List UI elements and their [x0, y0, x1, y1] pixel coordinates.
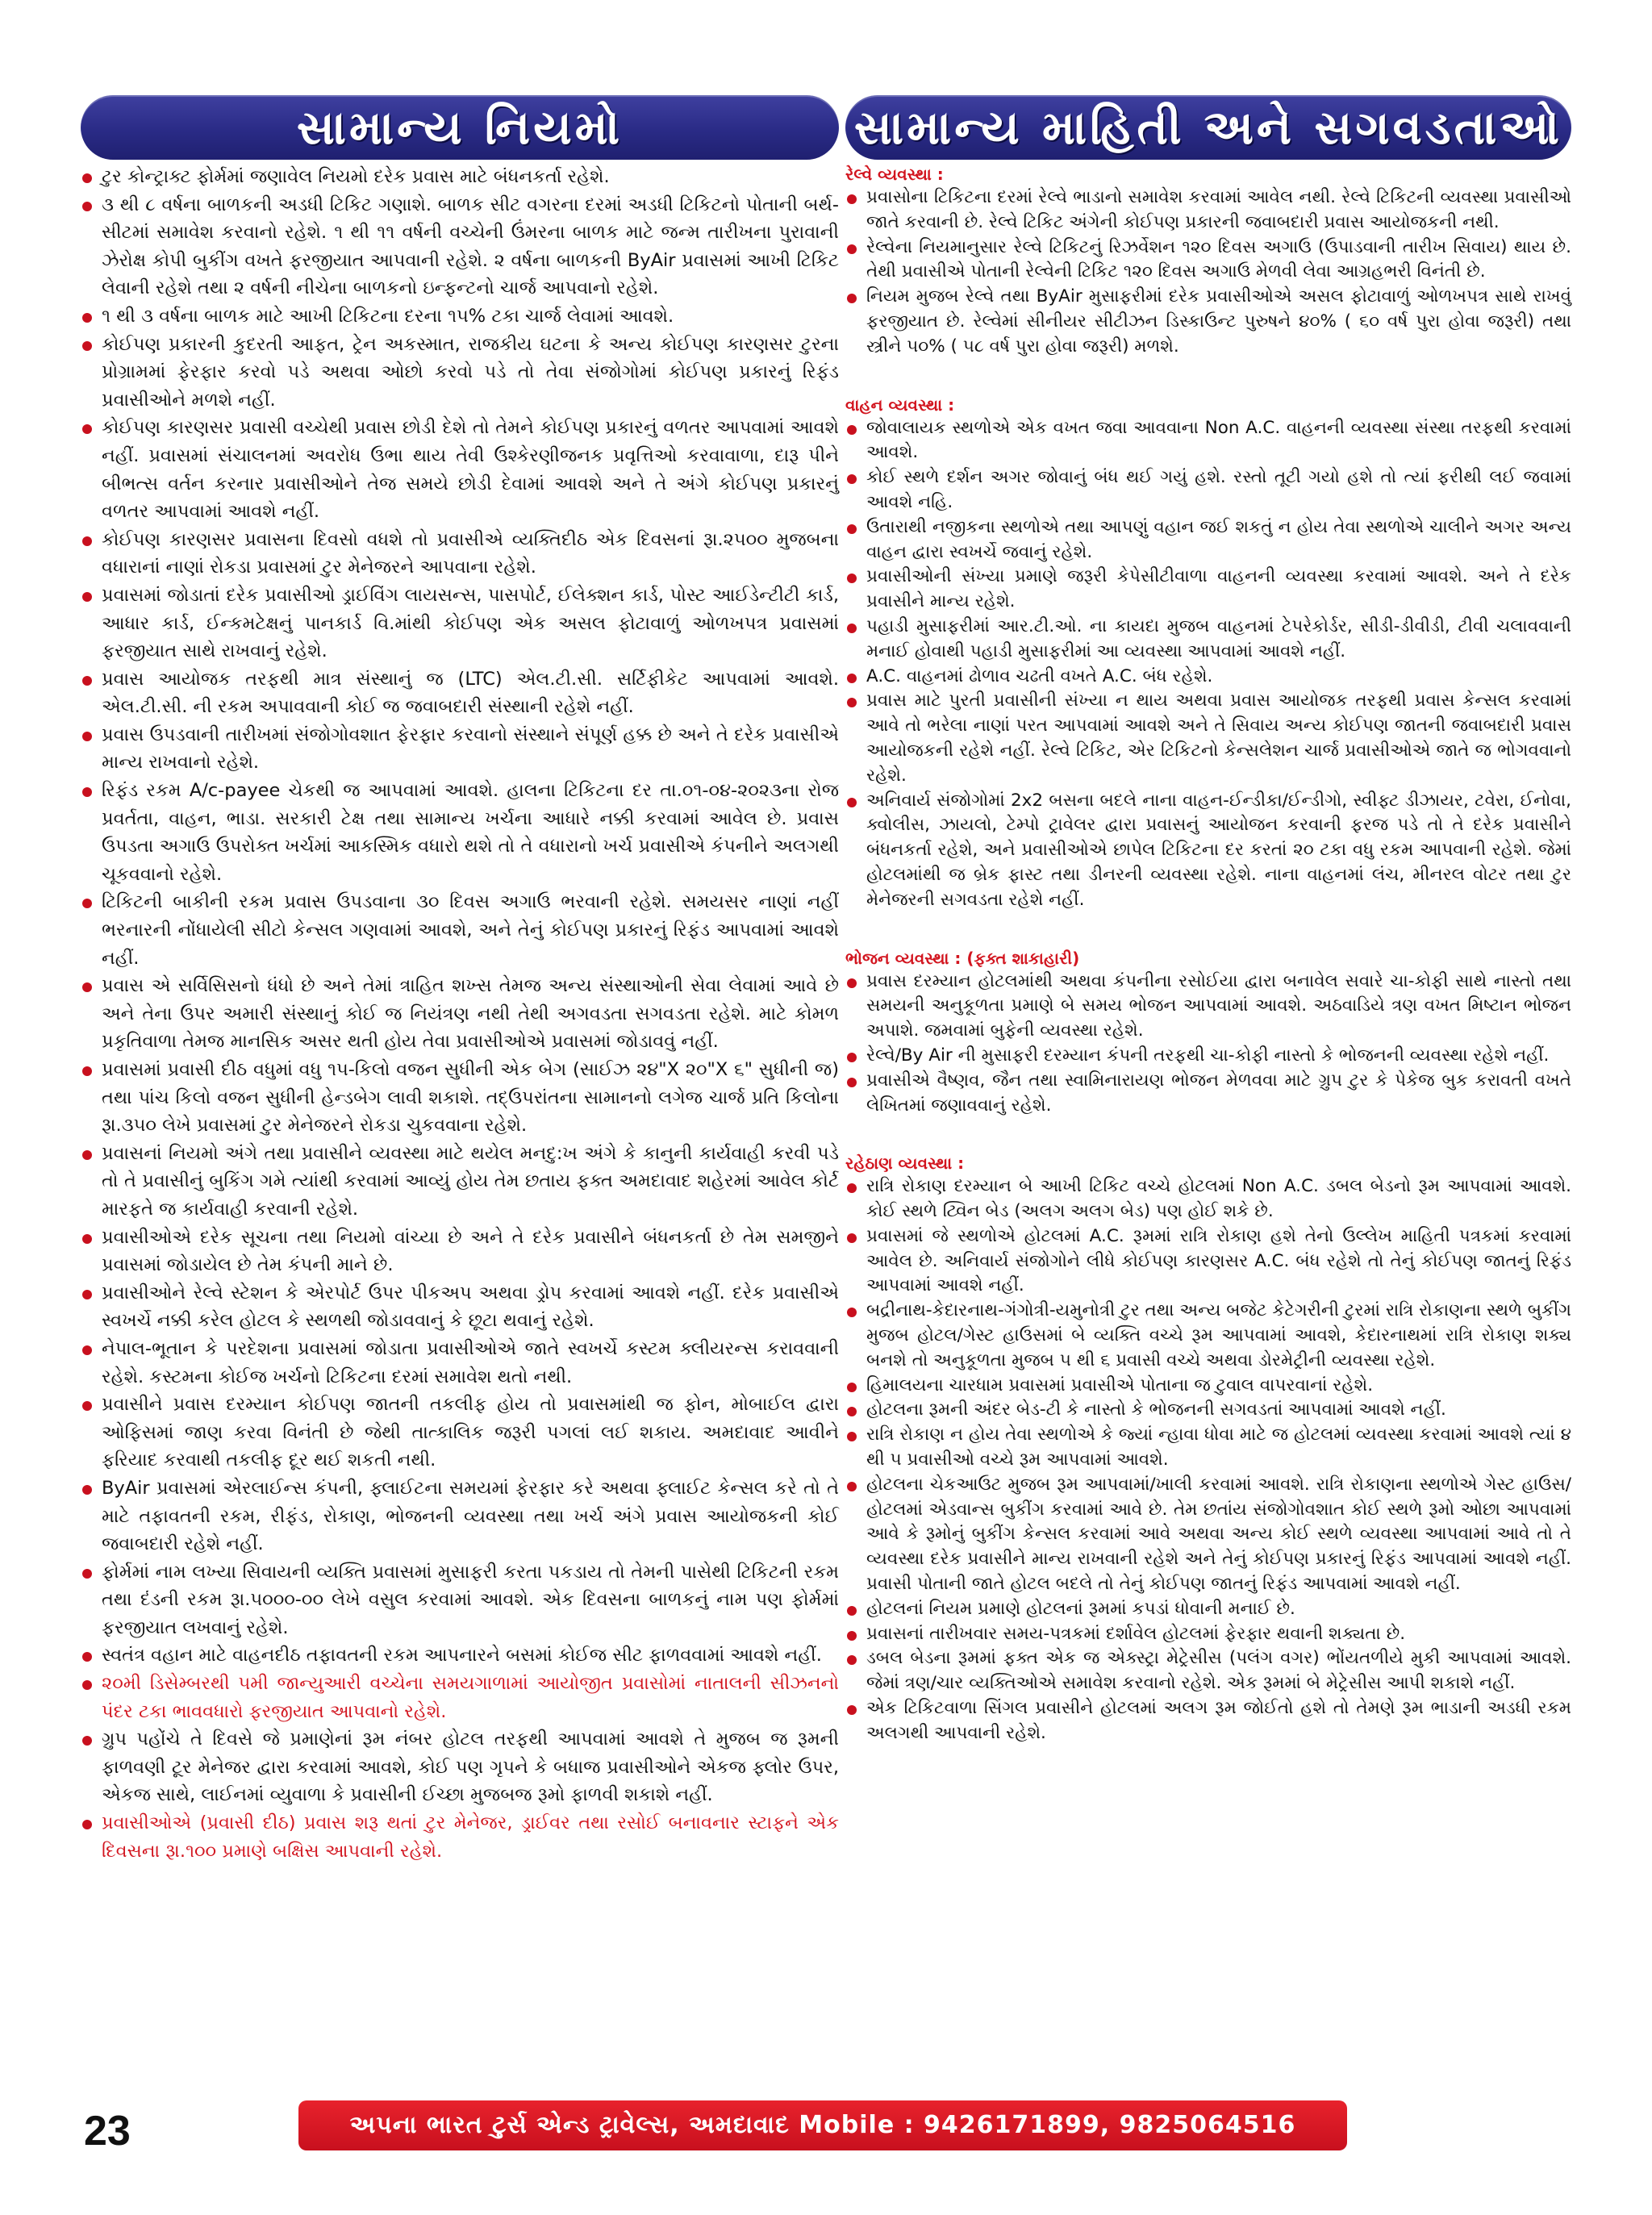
info-item: પ્રવાસમાં જે સ્થળોએ હોટલમાં A.C. રૂમમાં રાત્રિ રોકાણ હશે તેનો ઉલ્લેખ માહિતી પત્રકમાં કરવામાં આવેલ છે. અનિવાર્ય સંજોગોને લીધે કોઈપણ કારણસર A.C. બંધ રહેશે તો તેનું કોઈપણ જાતનું રિફંડ આપવામાં આવશે નહીં. [845, 1224, 1571, 1299]
section-list [845, 186, 1571, 360]
info-item: પ્રવાસીઓની સંખ્યા પ્રમાણે જરૂરી કેપેસીટીવાળા વાહનની વ્યવસ્થા કરવામાં આવશે. અને તે દરેક પ્રવાસીને માન્ય રહેશે. [845, 565, 1571, 615]
info-item: હોટલનાં નિયમ પ્રમાણે હોટલનાં રૂમમાં કપડાં ધોવાની મનાઈ છે. [845, 1597, 1571, 1622]
info-item: હોટલના ચેકઆઉટ મુજબ રૂમ આપવામાં/ખાલી કરવામાં આવશે. રાત્રિ રોકાણના સ્થળોએ ગેસ્ટ હાઉસ/હોટલમાં એડવાન્સ બુકીંગ કરવામાં આવે છે. તેમ છતાંય સંજોગોવશાત કોઈ સ્થળે રૂમો ઓછા આપવામાં આવે કે રૂમોનું બુકીંગ કેન્સલ કરવામાં આવે અથવા અન્ય કોઈ સ્થળે વ્યવસ્થા આપવામાં આવે તો તે વ્યવસ્થા દરેક પ્રવાસીને માન્ય રાખવાની રહેશે અને તેનું કોઈપણ પ્રકારનું રિફંડ આપવામાં આવશે નહીં. પ્રવાસી પોતાની જાતે હોટલ બદલે તો તેનું કોઈપણ જાતનું રિફંડ આપવામાં આવશે નહીં. [845, 1473, 1571, 1597]
section-gap [845, 360, 1571, 394]
info-item: પ્રવાસનાં તારીખવાર સમય-પત્રકમાં દર્શાવેલ હોટલમાં ફેરફાર થવાની શક્યતા છે. [845, 1622, 1571, 1647]
footer-contact-bar: અપના ભારત ટુર્સ એન્ડ ટ્રાવેલ્સ, અમદાવાદ Mobile : 9426171899, 9825064516 [298, 2100, 1347, 2150]
section-list [845, 1174, 1571, 1746]
info-item: A.C. વાહનમાં ઢોળાવ ચઢતી વખતે A.C. બંધ રહેશે. [845, 665, 1571, 690]
rule-item: પ્રવાસીને પ્રવાસ દરમ્યાન કોઈપણ જાતની તકલીફ હોય તો પ્રવાસમાંથી જ ફોન, મોબાઈલ દ્વારા ઓફિસમાં જાણ કરવા વિનંતી છે જેથી તાત્કાલિક જરૂરી પગલાં લઈ શકાય. અમદાવાદ આવીને ફરિયાદ કરવાથી તકલીફ દૂર થઈ શકતી નથી. [81, 1391, 839, 1475]
info-item: એક ટિકિટવાળા સિંગલ પ્રવાસીને હોટલમાં અલગ રૂમ જોઈતો હશે તો તેમણે રૂમ ભાડાની અડધી રકમ અલગથી આપવાની રહેશે. [845, 1696, 1571, 1746]
rule-item: ૩ થી ૮ વર્ષના બાળકની અડધી ટિકિટ ગણાશે. બાળક સીટ વગરના દરમાં અડધી ટિકિટનો પોતાની બર્થ-સીટમાં સમાવેશ કરવાનો રહેશે. ૧ થી ૧૧ વર્ષની વચ્ચેની ઉંમરના બાળક માટે જન્મ તારીખના પુરાવાની ઝેરોક્ષ કોપી બુકીંગ વખતે ફરજીયાત આપવાની રહેશે. ૨ વર્ષના બાળકની ByAir પ્રવાસમાં આખી ટિકિટ લેવાની રહેશે તથા ૨ વર્ષની નીચેના બાળકનો ઇન્ફન્ટનો ચાર્જ આપવાનો રહેશે. [81, 191, 839, 302]
info-item: અનિવાર્ય સંજોગોમાં 2x2 બસના બદલે નાના વાહન-ઈન્ડીકા/ઈન્ડીગો, સ્વીફ્ટ ડીઝાયર, ટવેરા, ઈનોવા, ક્વોલીસ, ઝાયલો, ટેમ્પો ટ્રાવેલર દ્વારા પ્રવાસનું આયોજન કરવાની ફરજ પડે તો તે દરેક પ્રવાસીને બંધનકર્તા રહેશે, અને પ્રવાસીઓએ છાપેલ ટિકિટના દર કરતાં ૨૦ ટકા વધુ રકમ આપવાની રહેશે. જેમાં હોટલમાંથી જ બ્રેક ફાસ્ટ તથા ડીનરની વ્યવસ્થા રહેશે. નાના વાહનમાં લંચ, મીનરલ વોટર તથા ટુર મેનેજરની સગવડતા રહેશે નહીં. [845, 789, 1571, 913]
info-item: કોઈ સ્થળે દર્શન અગર જોવાનું બંધ થઈ ગયું હશે. રસ્તો તૂટી ગયો હશે તો ત્યાં ફરીથી લઈ જવામાં આવશે નહિ. [845, 465, 1571, 515]
section-heading: રહેઠાણ વ્યવસ્થા : [845, 1153, 965, 1174]
rule-item: પ્રવાસ એ સર્વિસિસનો ધંધો છે અને તેમાં ત્રાહિત શખ્સ તેમજ અન્ય સંસ્થાઓની સેવા લેવામાં આવે છે અને તેના ઉપર અમારી સંસ્થાનું કોઈ જ નિયંત્રણ નથી તેથી અગવડતા સગવડતા રહેશે. માટે કોમળ પ્રકૃતિવાળા તેમજ માનસિક અસર થતી હોય તેવા પ્રવાસીઓએ પ્રવાસમાં જોડાવવું નહીં. [81, 972, 839, 1056]
general-info-title: સામાન્ય માહિતી અને સગવડતાઓ [853, 100, 1563, 155]
general-info-banner [845, 95, 1571, 160]
rule-item: પ્રવાસીઓએ (પ્રવાસી દીઠ) પ્રવાસ શરૂ થતાં ટુર મેનેજર, ડ્રાઈવર તથા રસોઈ બનાવનાર સ્ટાફને એક દિવસના રૂા.૧૦૦ પ્રમાણે બક્ષિસ આપવાની રહેશે. [81, 1809, 839, 1865]
page-number: 23 [84, 2108, 131, 2155]
info-item: રેલ્વેના નિયમાનુસાર રેલ્વે ટિકિટનું રિઝર્વેશન ૧૨૦ દિવસ અગાઉ (ઉપાડવાની તારીખ સિવાય) થાય છે. તેથી પ્રવાસીએ પોતાની રેલ્વેની ટિકિટ ૧૨૦ દિવસ અગાઉ મેળવી લેવા આગ્રહભરી વિનંતી છે. [845, 236, 1571, 286]
info-item: રેલ્વે/By Air ની મુસાફરી દરમ્યાન કંપની તરફથી ચા-કોફી નાસ્તો કે ભોજનની વ્યવસ્થા રહેશે નહીં. [845, 1044, 1571, 1069]
section-list [845, 416, 1571, 913]
section-heading: રેલ્વે વ્યવસ્થા : [845, 165, 944, 184]
info-item: હિમાલયના ચારધામ પ્રવાસમાં પ્રવાસીએ પોતાના જ ટુવાલ વાપરવાનાં રહેશે. [845, 1374, 1571, 1399]
rule-item: ટિકિટની બાકીની રકમ પ્રવાસ ઉપડવાના ૩૦ દિવસ અગાઉ ભરવાની રહેશે. સમયસર નાણાં નહીં ભરનારની નોંધાયેલી સીટો કેન્સલ ગણવામાં આવશે, અને તેનું કોઈપણ પ્રકારનું રિફંડ આપવામાં આવશે નહીં. [81, 888, 839, 972]
rule-item: ByAir પ્રવાસમાં એરલાઈન્સ કંપની, ફ્લાઈટના સમયમાં ફેરફાર કરે અથવા ફ્લાઈટ કેન્સલ કરે તો તે માટે તફાવતની રકમ, રીફંડ, રોકાણ, ભોજનની વ્યવસ્થા તથા ખર્ચ અંગે પ્રવાસ આયોજકની કોઈ જવાબદારી રહેશે નહીં. [81, 1475, 839, 1558]
info-item: બદ્રીનાથ-કેદારનાથ-ગંગોત્રી-યમુનોત્રી ટુર તથા અન્ય બજેટ કેટેગરીની ટુરમાં રાત્રિ રોકાણના સ્થળે બુકીંગ મુજબ હોટલ/ગેસ્ટ હાઉસમાં બે વ્યક્તિ વચ્ચે રૂમ આપવામાં આવશે, કેદારનાથમાં રાત્રિ રોકાણ શક્ય બનશે તો અનુકૂળતા મુજબ ૫ થી ૬ પ્રવાસી વચ્ચે અથવા ડોરમેટ્રીની વ્યવસ્થા રહેશે. [845, 1299, 1571, 1373]
info-item: રાત્રિ રોકાણ ન હોય તેવા સ્થળોએ કે જ્યાં ન્હાવા ધોવા માટે જ હોટલમાં વ્યવસ્થા કરવામાં આવશે ત્યાં ૪ થી ૫ પ્રવાસીઓ વચ્ચે રૂમ આપવામાં આવશે. [845, 1423, 1571, 1473]
info-item: પ્રવાસ દરમ્યાન હોટલમાંથી અથવા કંપનીના રસોઈયા દ્વારા બનાવેલ સવારે ચા-કોફી સાથે નાસ્તો તથા સમયની અનુકૂળતા પ્રમાણે બે સમય ભોજન આપવામાં આવશે. અઠવાડિયે ત્રણ વખત મિષ્ટાન ભોજન અપાશે. જમવામાં બુફેની વ્યવસ્થા રહેશે. [845, 970, 1571, 1044]
general-rules-list [81, 163, 839, 1865]
rule-item: ૨૦મી ડિસેમ્બરથી ૫મી જાન્યુઆરી વચ્ચેના સમયગાળામાં આયોજીત પ્રવાસોમાં નાતાલની સીઝનનો પંદર ટકા ભાવવધારો ફરજીયાત આપવાનો રહેશે. [81, 1670, 839, 1725]
info-item: જોવાલાયક સ્થળોએ એક વખત જવા આવવાના Non A.C. વાહનની વ્યવસ્થા સંસ્થા તરફથી કરવામાં આવશે. [845, 416, 1571, 466]
rule-item: કોઈપણ કારણસર પ્રવાસના દિવસો વધશે તો પ્રવાસીએ વ્યક્તિદીઠ એક દિવસનાં રૂા.૨૫૦૦ મુજબના વધારાનાં નાણાં રોકડા પ્રવાસમાં ટુર મેનેજરને આપવાના રહેશે. [81, 526, 839, 582]
rule-item: પ્રવાસ ઉપડવાની તારીખમાં સંજોગોવશાત ફેરફાર કરવાનો સંસ્થાને સંપૂર્ણ હક્ક છે અને તે દરેક પ્રવાસીએ માન્ય રાખવાનો રહેશે. [81, 721, 839, 777]
rule-item: ૧ થી ૩ વર્ષના બાળક માટે આખી ટિકિટના દરના ૧૫% ટકા ચાર્જ લેવામાં આવશે. [81, 302, 839, 331]
general-info-column [845, 95, 1571, 1746]
info-item: હોટલના રૂમની અંદર બેડ-ટી કે નાસ્તો કે ભોજનની સગવડતાં આપવામાં આવશે નહીં. [845, 1398, 1571, 1423]
section-heading: વાહન વ્યવસ્થા : [845, 394, 955, 415]
rule-item: ગ્રુપ પહોંચે તે દિવસે જે પ્રમાણેનાં રૂમ નંબર હોટલ તરફથી આપવામાં આવશે તે મુજબ જ રૂમની ફાળવણી ટૂર મેનેજર દ્વારા કરવામાં આવશે, કોઈ પણ ગૃપને કે બધાજ પ્રવાસીઓને એકજ ફ્લોર ઉપર, એકજ સાથે, લાઈનમાં વ્યુવાળા કે પ્રવાસીની ઈચ્છા મુજબજ રૂમો ફાળવી શકાશે નહીં. [81, 1725, 839, 1809]
rule-item: પ્રવાસમાં જોડાતાં દરેક પ્રવાસીઓ ડ્રાઈવિંગ લાયસન્સ, પાસપોર્ટ, ઈલેક્શન કાર્ડ, પોસ્ટ આઈડેન્ટીટી કાર્ડ, આધાર કાર્ડ, ઈન્કમટેક્ષનું પાનકાર્ડ વિ.માંથી કોઈપણ એક અસલ ફોટાવાળું ઓળખપત્ર પ્રવાસમાં ફરજીયાત સાથે રાખવાનું રહેશે. [81, 582, 839, 665]
rule-item: રિફંડ રકમ A/c-payee ચેકથી જ આપવામાં આવશે. હાલના ટિકિટના દર તા.૦૧-૦૪-૨૦૨૩ના રોજ પ્રવર્તતા, વાહન, ભાડા. સરકારી ટેક્ષ તથા સામાન્ય ખર્ચના આધારે નક્કી કરવામાં આવેલ છે. પ્રવાસ ઉપડતા અગાઉ ઉપરોક્ત ખર્ચમાં આકસ્મિક વધારો થશે તો તે વધારાનો ખર્ચ પ્રવાસીએ કંપનીને અલગથી ચૂકવવાનો રહેશે. [81, 777, 839, 888]
section-gap [845, 913, 1571, 947]
rule-item: પ્રવાસમાં પ્રવાસી દીઠ વધુમાં વધુ ૧૫-કિલો વજન સુધીની એક બેગ (સાઈઝ ૨૪"X ૨૦"X ૬" સુધીની જ) તથા પાંચ કિલો વજન સુધીની હેન્ડબેગ લાવી શકાશે. તદ્ઉપરાંતના સામાનનો લગેજ ચાર્જ પ્રતિ કિલોના રૂા.૩૫૦ લેખે પ્રવાસમાં ટુર મેનેજરને રોકડા ચુકવવાના રહેશે. [81, 1056, 839, 1140]
rule-item: નેપાલ-ભૂતાન કે પરદેશના પ્રવાસમાં જોડાતા પ્રવાસીઓએ જાતે સ્વખર્ચે કસ્ટમ ક્લીયરન્સ કરાવવાની રહેશે. કસ્ટમના કોઈજ ખર્ચનો ટિકિટના દરમાં સમાવેશ થતો નથી. [81, 1335, 839, 1391]
info-item: ડબલ બેડના રૂમમાં ફક્ત એક જ એક્સ્ટ્રા મેટ્રેસીસ (પલંગ વગર) ભોંયતળીયે મુકી આપવામાં આવશે. જેમાં ત્રણ/ચાર વ્યક્તિઓએ સમાવેશ કરવાનો રહેશે. એક રૂમમાં બે મેટ્રેસીસ આપી શકાશે નહીં. [845, 1646, 1571, 1696]
rule-item: કોઈપણ પ્રકારની કુદરતી આફત, ટ્રેન અકસ્માત, રાજકીય ઘટના કે અન્ય કોઈપણ કારણસર ટુરના પ્રોગ્રામમાં ફેરફાર કરવો પડે અથવા ઓછો કરવો પડે તો તેવા સંજોગોમાં કોઈપણ પ્રકારનું રિફંડ પ્રવાસીઓને મળશે નહીં. [81, 331, 839, 415]
general-info-sections [845, 163, 1571, 1746]
rule-item: પ્રવાસ આયોજક તરફથી માત્ર સંસ્થાનું જ (LTC) એલ.ટી.સી. સર્ટિફીકેટ આપવામાં આવશે. એલ.ટી.સી. ની રકમ અપાવવાની કોઈ જ જવાબદારી સંસ્થાની રહેશે નહીં. [81, 665, 839, 721]
info-item: પ્રવાસ માટે પુરતી પ્રવાસીની સંખ્યા ન થાય અથવા પ્રવાસ આયોજક તરફથી પ્રવાસ કેન્સલ કરવામાં આવે તો ભરેલા નાણાં પરત આપવામાં આવશે અને તે સિવાય અન્ય કોઈપણ જાતની જવાબદારી પ્રવાસ આયોજકની રહેશે નહીં. રેલ્વે ટિકિટ, એર ટિકિટનો કેન્સલેશન ચાર્જ પ્રવાસીઓએ જાતે જ ભોગવવાનો રહેશે. [845, 689, 1571, 788]
rule-item: પ્રવાસીઓએ દરેક સૂચના તથા નિયમો વાંચ્યા છે અને તે દરેક પ્રવાસીને બંધનકર્તા છે તેમ સમજીને પ્રવાસમાં જોડાયેલ છે તેમ કંપની માને છે. [81, 1224, 839, 1279]
rule-item: સ્વતંત્ર વહાન માટે વાહનદીઠ તફાવતની રકમ આપનારને બસમાં કોઈજ સીટ ફાળવવામાં આવશે નહીં. [81, 1641, 839, 1670]
section-gap [845, 1118, 1571, 1152]
rule-item: પ્રવાસીઓને રેલ્વે સ્ટેશન કે એરપોર્ટ ઉપર પીકઅપ અથવા ડ્રોપ કરવામાં આવશે નહીં. દરેક પ્રવાસીએ સ્વખર્ચે નક્કી કરેલ હોટલ કે સ્થળથી જોડાવવાનું કે છૂટા થવાનું રહેશે. [81, 1279, 839, 1335]
general-rules-column [81, 95, 839, 1865]
section-heading: ભોજન વ્યવસ્થા : (ફક્ત શાકાહારી) [845, 948, 1080, 968]
info-item: ઉતારાથી નજીકના સ્થળોએ તથા આપણું વહાન જઈ શકતું ન હોય તેવા સ્થળોએ ચાલીને અગર અન્ય વાહન દ્વારા સ્વખર્ચે જવાનું રહેશે. [845, 515, 1571, 565]
general-rules-title: સામાન્ય નિયમો [296, 100, 624, 155]
rule-item: ફોર્મમાં નામ લખ્યા સિવાયની વ્યક્તિ પ્રવાસમાં મુસાફરી કરતા પકડાય તો તેમની પાસેથી ટિકિટની રકમ તથા દંડની રકમ રૂા.૫૦૦૦-૦૦ લેખે વસુલ કરવામાં આવશે. એક દિવસના બાળકનું નામ પણ ફોર્મમાં ફરજીયાત લખવાનું રહેશે. [81, 1558, 839, 1642]
info-item: પહાડી મુસાફરીમાં આર.ટી.ઓ. ના કાયદા મુજબ વાહનમાં ટેપરેકોર્ડર, સીડી-ડીવીડી, ટીવી ચલાવવાની મનાઈ હોવાથી પહાડી મુસાફરીમાં આ વ્યવસ્થા આપવામાં આવશે નહીં. [845, 615, 1571, 665]
info-item: રાત્રિ રોકાણ દરમ્યાન બે આખી ટિકિટ વચ્ચે હોટલમાં Non A.C. ડબલ બેડનો રૂમ આપવામાં આવશે. કોઈ સ્થળે ટ્વિન બેડ (અલગ અલગ બેડ) પણ હોઈ શકે છે. [845, 1174, 1571, 1224]
info-item: નિયમ મુજબ રેલ્વે તથા ByAir મુસાફરીમાં દરેક પ્રવાસીઓએ અસલ ફોટાવાળું ઓળખપત્ર સાથે રાખવું ફરજીયાત છે. રેલ્વેમાં સીનીયર સીટીઝન ડિસ્કાઉન્ટ પુરુષને ૪૦% ( ૬૦ વર્ષ પુરા હોવા જરૂરી) તથા સ્ત્રીને ૫૦% ( ૫૮ વર્ષ પુરા હોવા જરૂરી) મળશે. [845, 285, 1571, 359]
rule-item: કોઈપણ કારણસર પ્રવાસી વચ્ચેથી પ્રવાસ છોડી દેશે તો તેમને કોઈપણ પ્રકારનું વળતર આપવામાં આવશે નહીં. પ્રવાસમાં સંચાલનમાં અવરોધ ઉભા થાય તેવી ઉશ્કેરણીજનક પ્રવૃત્તિઓ કરવાવાળા, દારૂ પીને બીભત્સ વર્તન કરનાર પ્રવાસીઓને તેજ સમયે છોડી દેવામાં આવશે અને તે અંગે કોઈપણ પ્રકારનું વળતર આપવામાં આવશે નહીં. [81, 414, 839, 525]
rule-item: ટુર કોન્ટ્રાક્ટ ફોર્મમાં જણાવેલ નિયમો દરેક પ્રવાસ માટે બંધનકર્તા રહેશે. [81, 163, 839, 191]
rule-item: પ્રવાસનાં નિયમો અંગે તથા પ્રવાસીને વ્યવસ્થા માટે થયેલ મનદુ:ખ અંગે કે કાનુની કાર્યવાહી કરવી પડે તો તે પ્રવાસીનું બુકિંગ ગમે ત્યાંથી કરવામાં આવ્યું હોય તેમ છતાય ફક્ત અમદાવાદ શહેરમાં આવેલ કોર્ટ મારફતે જ કાર્યવાહી કરવાની રહેશે. [81, 1140, 839, 1224]
section-list [845, 970, 1571, 1119]
general-rules-banner [81, 95, 839, 160]
info-item: પ્રવાસીએ વૈષ્ણવ, જૈન તથા સ્વામિનારાયણ ભોજન મેળવવા માટે ગ્રુપ ટુર કે પેકેજ બુક કરાવતી વખતે લેખિતમાં જણાવવાનું રહેશે. [845, 1069, 1571, 1119]
info-item: પ્રવાસોના ટિકિટના દરમાં રેલ્વે ભાડાનો સમાવેશ કરવામાં આવેલ નથી. રેલ્વે ટિકિટની વ્યવસ્થા પ્રવાસીઓ જાતે કરવાની છે. રેલ્વે ટિકિટ અંગેની કોઈપણ પ્રકારની જવાબદારી પ્રવાસ આયોજકની નથી. [845, 186, 1571, 236]
